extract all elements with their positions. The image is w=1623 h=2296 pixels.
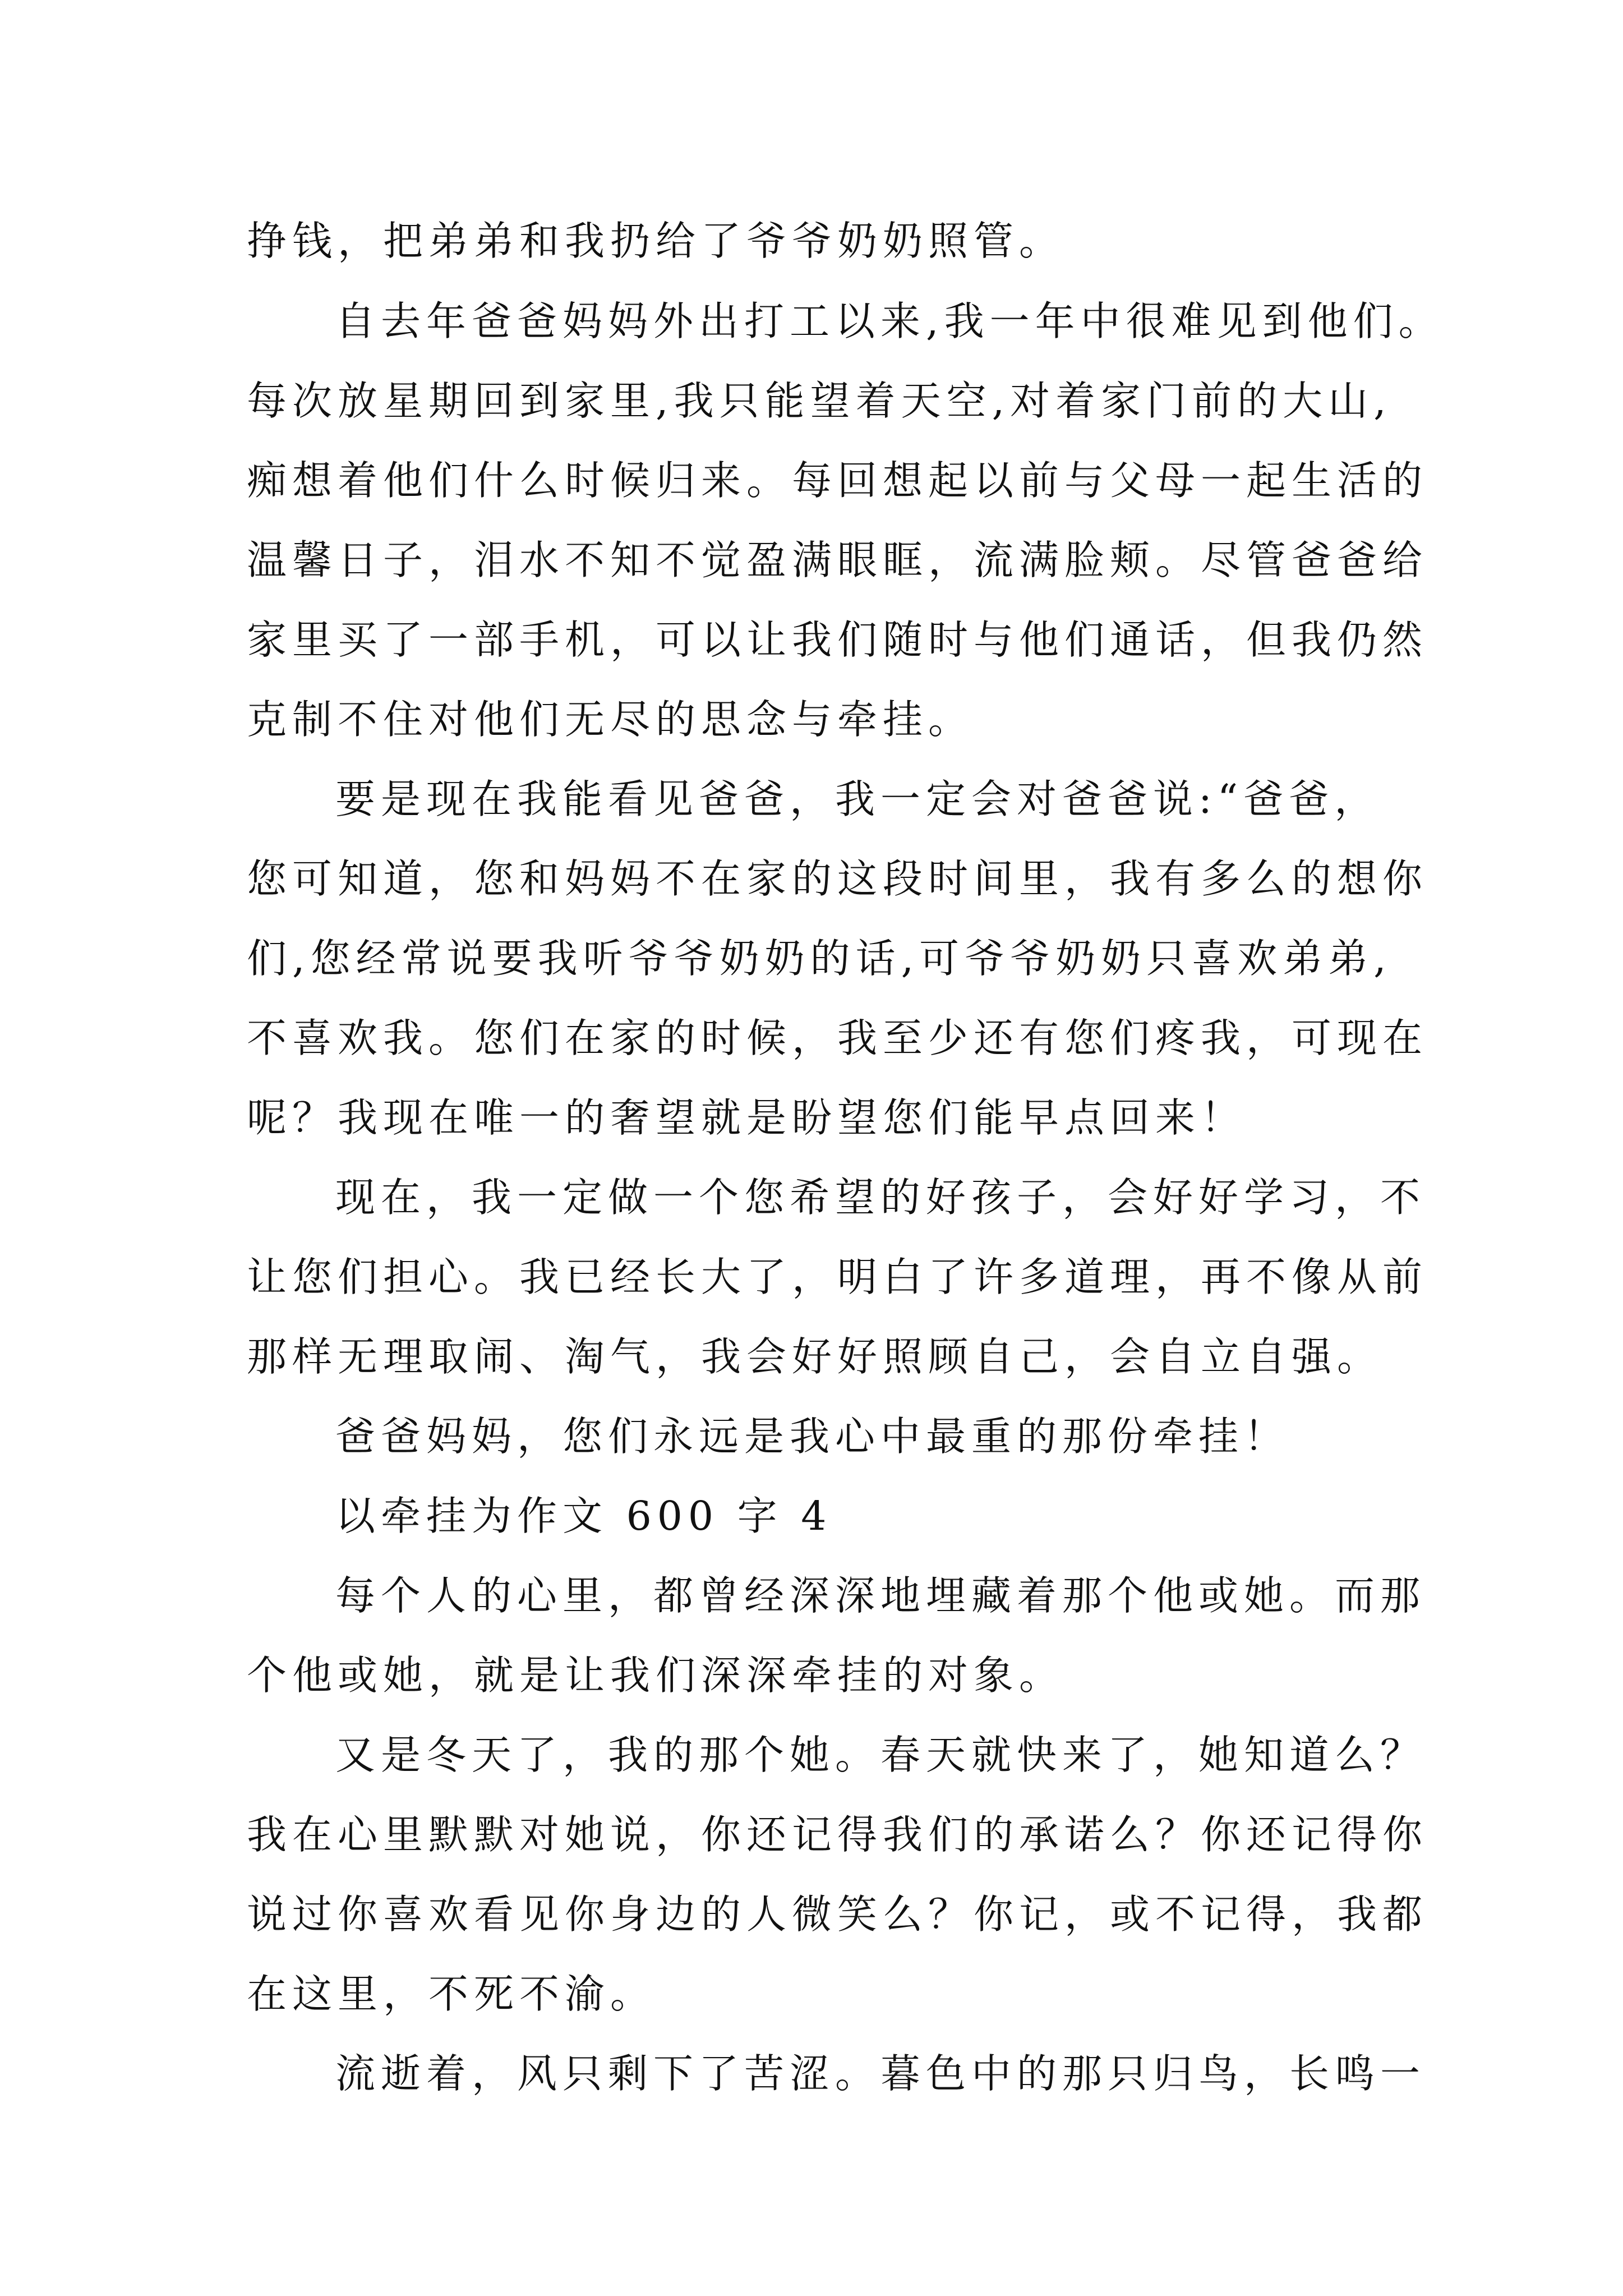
paragraph-first-line: 现在，我一定做一个您希望的好孩子，会好好学习，不	[335, 1174, 1426, 1221]
text-line: 那样无理取闹、淘气，我会好好照顾自己，会自立自强。	[247, 1333, 1383, 1380]
paragraph-first-line: 每个人的心里，都曾经深深地埋藏着那个他或她。而那	[335, 1572, 1426, 1619]
text-line: 我在心里默默对她说，你还记得我们的承诺么？你还记得你	[247, 1811, 1428, 1858]
text-line: 说过你喜欢看见你身边的人微笑么？你记，或不记得，我都	[247, 1891, 1428, 1938]
text-line: 在这里，不死不渝。	[247, 1971, 656, 2017]
section-heading: 以牵挂为作文 600 字 4	[335, 1493, 832, 1539]
text-line: 呢？我现在唯一的奢望就是盼望您们能早点回来！	[247, 1094, 1247, 1141]
text-line: 痴想着他们什么时候归来。每回想起以前与父母一起生活的	[247, 457, 1428, 504]
text-line: 挣钱，把弟弟和我扔给了爷爷奶奶照管。	[247, 218, 1065, 264]
text-line: 家里买了一部手机，可以让我们随时与他们通话，但我仍然	[247, 616, 1428, 663]
text-line: 每次放星期回到家里,我只能望着天空,对着家门前的大山,	[247, 378, 1392, 424]
text-line: 您可知道，您和妈妈不在家的这段时间里，我有多么的想你	[247, 855, 1428, 902]
text-line: 克制不住对他们无尽的思念与牵挂。	[247, 696, 974, 743]
paragraph-first-line: 自去年爸爸妈妈外出打工以来,我一年中很难见到他们。	[335, 298, 1444, 344]
paragraph-first-line: 又是冬天了，我的那个她。春天就快来了，她知道么？	[335, 1732, 1426, 1778]
text-line: 个他或她，就是让我们深深牵挂的对象。	[247, 1652, 1065, 1699]
paragraph-first-line: 爸爸妈妈，您们永远是我心中最重的那份牵挂！	[335, 1413, 1290, 1460]
text-line: 不喜欢我。您们在家的时候，我至少还有您们疼我，可现在	[247, 1015, 1428, 1061]
text-line: 们,您经常说要我听爷爷奶奶的话,可爷爷奶奶只喜欢弟弟,	[247, 935, 1392, 982]
paragraph-first-line: 要是现在我能看见爸爸，我一定会对爸爸说:“爸爸，	[335, 776, 1380, 822]
text-line: 温馨日子，泪水不知不觉盈满眼眶，流满脸颊。尽管爸爸给	[247, 537, 1428, 583]
paragraph-first-line: 流逝着，风只剩下了苦涩。暮色中的那只归鸟，长鸣一	[335, 2050, 1426, 2097]
text-line: 让您们担心。我已经长大了，明白了许多道理，再不像从前	[247, 1254, 1428, 1300]
